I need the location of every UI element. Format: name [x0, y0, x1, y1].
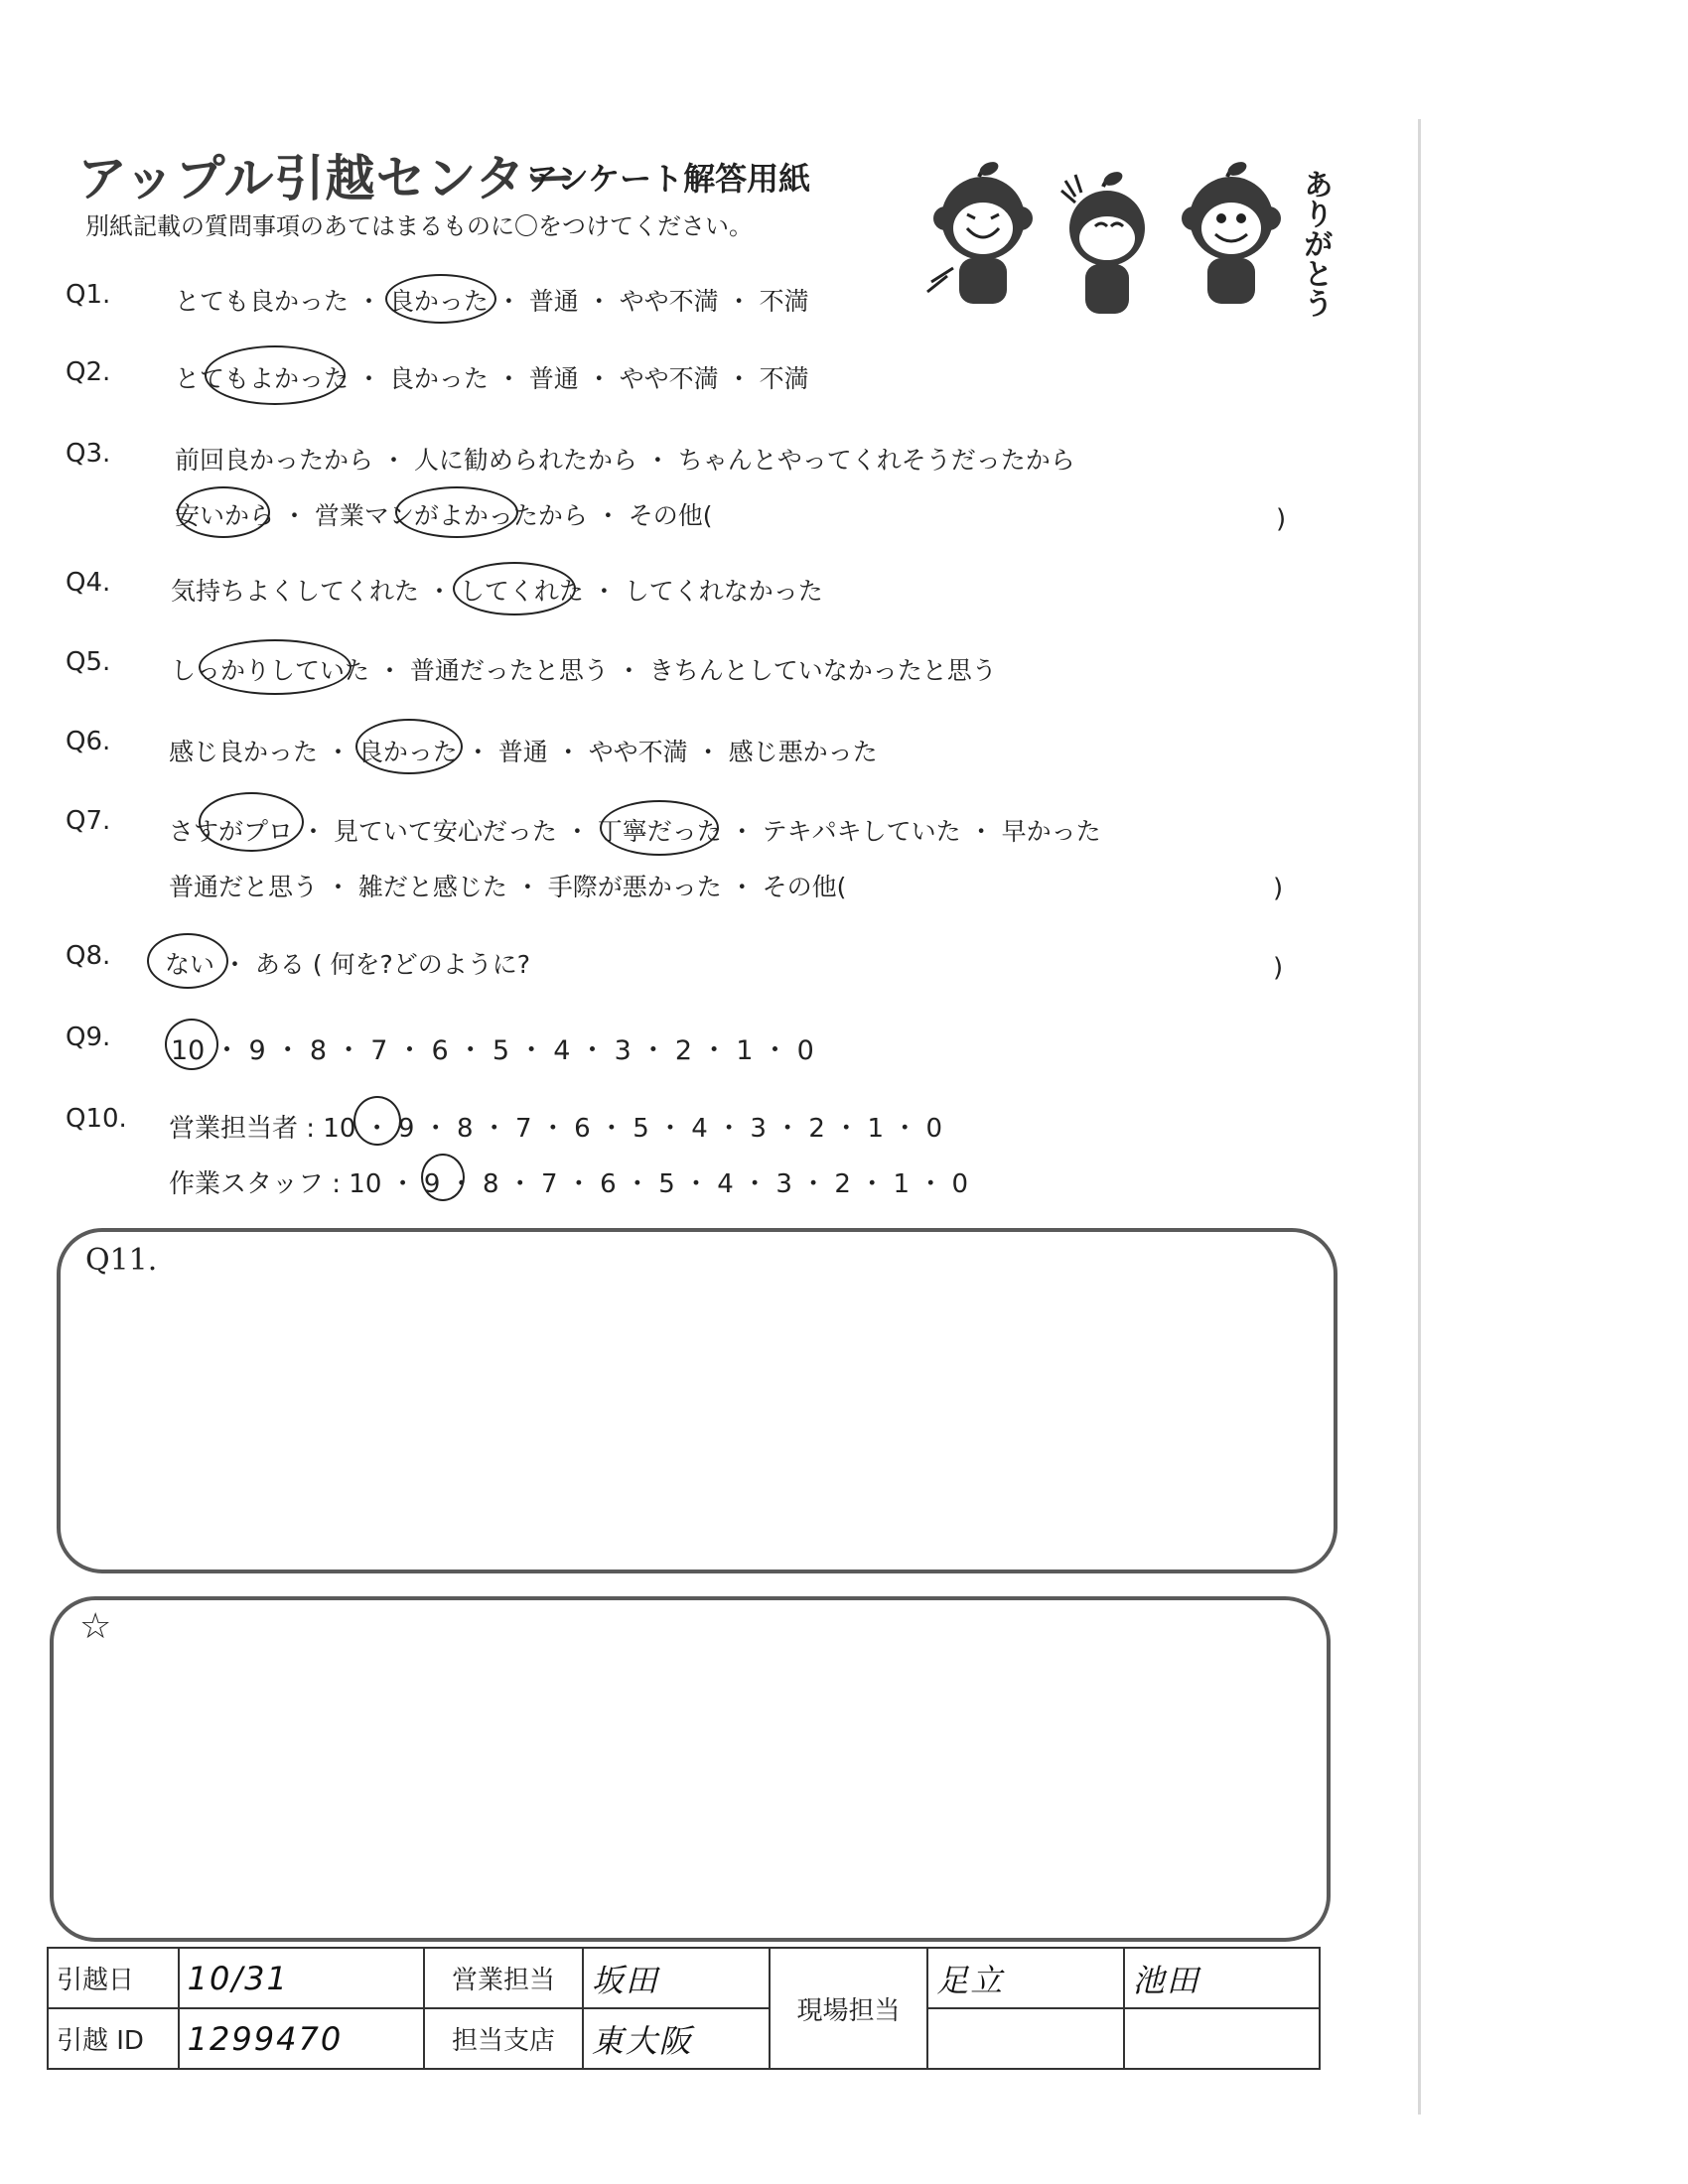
branch-value — [583, 2008, 770, 2069]
branch-label: 担当支店 — [424, 2008, 583, 2069]
q1-options: とても良かった ・ 良かった ・ 普通 ・ やや不満 ・ 不満 — [175, 287, 809, 316]
q7-options-line1: さすがプロ ・ 見ていて安心だった ・ 丁寧だった ・ テキパキしていた ・ 早かった — [169, 817, 1101, 846]
q11-comment-box[interactable] — [57, 1228, 1337, 1573]
answer-circle — [395, 486, 518, 538]
site-empty-cell — [1124, 2008, 1320, 2069]
thanks-text: ありがとう — [1298, 169, 1333, 318]
answer-circle — [421, 1154, 465, 1201]
sales-value — [583, 1948, 770, 2008]
move-date-value — [179, 1948, 425, 2008]
q1-label: Q1. — [66, 280, 111, 310]
move-id-handwritten: 1299470 — [187, 2019, 344, 2058]
site-label: 現場担当 — [770, 1948, 928, 2069]
star-comment-box[interactable] — [50, 1596, 1331, 1942]
company-title: アップル引越センター — [77, 150, 577, 207]
answer-circle — [355, 719, 463, 774]
q3-label: Q3. — [66, 439, 111, 469]
move-id-value — [179, 2008, 425, 2069]
footer-info-table — [47, 1947, 1321, 2070]
q8-options: ない ・ ある ( 何を?どのように? — [165, 950, 531, 979]
q8-close-paren: ) — [1273, 953, 1284, 983]
star-icon: ☆ — [79, 1606, 112, 1647]
q2-options: とてもよかった ・ 良かった ・ 普通 ・ やや不満 ・ 不満 — [175, 364, 809, 393]
q3-options-line2: 安いから ・ 営業マンがよかったから ・ その他( — [175, 501, 713, 530]
site-empty-cell — [927, 2008, 1123, 2069]
q9-label: Q9. — [66, 1023, 111, 1052]
move-date-handwritten: 10/31 — [187, 1959, 289, 1997]
mascot-illustration — [884, 149, 1301, 328]
sales-label: 営業担当 — [424, 1948, 583, 2008]
q6-options: 感じ良かった ・ 良かった ・ 普通 ・ やや不満 ・ 感じ悪かった — [169, 738, 878, 766]
monkey-mascot-icon — [927, 159, 1033, 304]
q5-options: しっかりしていた ・ 普通だったと思う ・ きちんとしていなかったと思う — [171, 656, 997, 685]
site-value-1 — [927, 1948, 1123, 2008]
site-value-2 — [1124, 1948, 1320, 2008]
answer-circle — [205, 345, 346, 405]
q10-label: Q10. — [66, 1104, 127, 1134]
site-handwritten-1: 足立 — [936, 1961, 1005, 1999]
sales-handwritten: 坂田 — [591, 1961, 659, 1999]
q7-label: Q7. — [66, 806, 111, 836]
q11-label: Q11. — [85, 1243, 158, 1278]
move-date-label: 引越日 — [48, 1948, 179, 2008]
answer-circle — [199, 792, 304, 852]
answer-circle — [453, 562, 576, 615]
q2-label: Q2. — [66, 357, 111, 387]
q10-staff-options: 作業スタッフ : 10 ・ 9 ・ 8 ・ 7 ・ 6 ・ 5 ・ 4 ・ 3 ・ 2 ・ 1 ・ 0 — [169, 1169, 969, 1199]
answer-circle — [199, 639, 352, 695]
instruction-text: 別紙記載の質問事項のあてはまるものに〇をつけてください。 — [85, 212, 753, 240]
site-handwritten-2: 池田 — [1132, 1961, 1200, 1999]
q9-options: 10 ・ 9 ・ 8 ・ 7 ・ 6 ・ 5 ・ 4 ・ 3 ・ 2 ・ 1 ・ 0 — [171, 1035, 814, 1066]
answer-circle — [600, 800, 719, 856]
q7-close-paren: ) — [1273, 874, 1284, 903]
q3-options-line1: 前回良かったから ・ 人に勧められたから ・ ちゃんとやってくれそうだったから — [175, 446, 1075, 475]
answer-circle — [353, 1096, 401, 1146]
q8-label: Q8. — [66, 941, 111, 971]
answer-circle — [177, 486, 270, 538]
answer-circle — [165, 1019, 218, 1070]
page-edge-line — [1418, 119, 1421, 2115]
answer-circle — [147, 933, 228, 989]
monkey-mascot-icon — [1182, 159, 1281, 304]
q7-options-line2: 普通だと思う ・ 雑だと感じた ・ 手際が悪かった ・ その他( — [169, 873, 847, 901]
q4-label: Q4. — [66, 568, 111, 598]
branch-handwritten: 東大阪 — [591, 2021, 693, 2060]
q4-options: 気持ちよくしてくれた ・ してくれた ・ してくれなかった — [171, 577, 823, 606]
q10-sales-options: 営業担当者 : 10 ・ 9 ・ 8 ・ 7 ・ 6 ・ 5 ・ 4 ・ 3 ・ 2 ・ 1 ・ 0 — [169, 1114, 943, 1144]
monkey-mascot-icon — [1061, 169, 1145, 314]
q6-label: Q6. — [66, 727, 111, 756]
q3-close-paren: ) — [1276, 504, 1287, 534]
form-subtitle: アンケート解答用紙 — [526, 160, 811, 198]
answer-circle — [385, 274, 496, 324]
q5-label: Q5. — [66, 647, 111, 677]
move-id-label: 引越 ID — [48, 2008, 179, 2069]
